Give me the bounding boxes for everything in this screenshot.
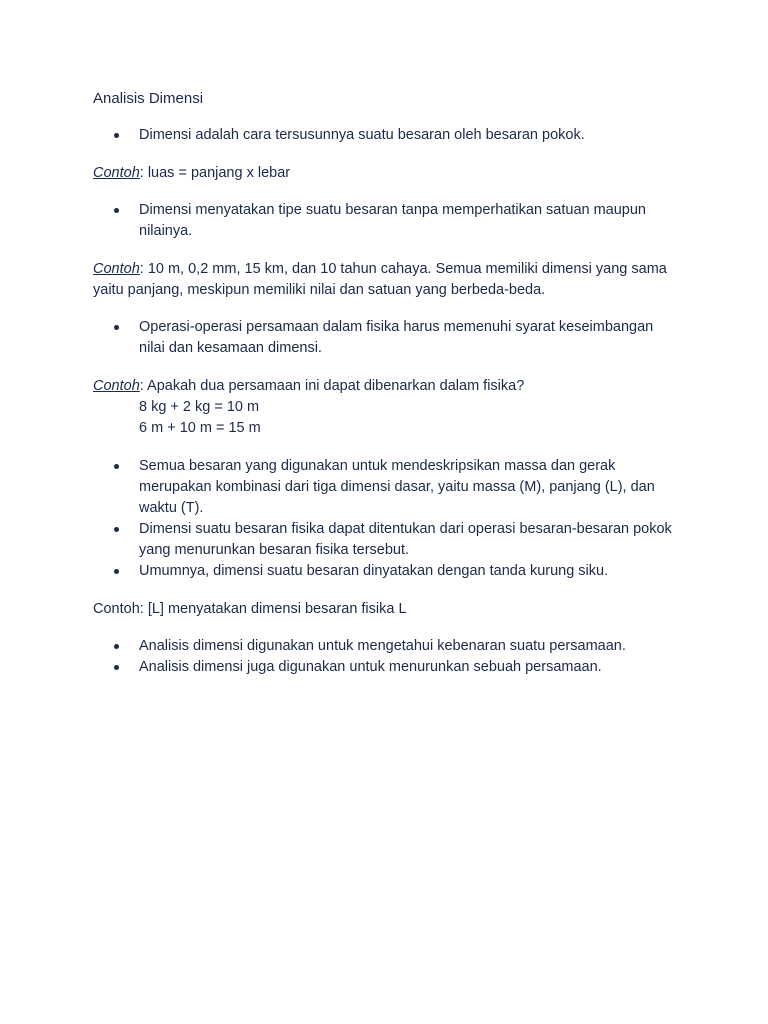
bullet-icon: [114, 644, 119, 649]
example-paragraph-3: [93, 376, 683, 397]
document-title: Analisis Dimensi: [93, 90, 204, 107]
bullet-list-3: [93, 317, 683, 359]
example-label: Contoh: [93, 378, 140, 394]
example-text: : Apakah dua persamaan ini dapat dibenarkan dalam fisika?: [139, 378, 525, 394]
list-item-text: Semua besaran yang digunakan untuk mendeskripsikan massa dan gerak merupakan kombinasi dari tiga dimensi dasar, yaitu massa (M), panjang (L), dan waktu (T).: [139, 458, 655, 516]
equation-line: 6 m + 10 m = 15 m: [139, 420, 261, 436]
bullet-list-4: [93, 456, 683, 582]
equation-line: 8 kg + 2 kg = 10 m: [139, 399, 260, 415]
document-page: [93, 88, 683, 695]
example-label: Contoh: [93, 165, 140, 181]
list-item: [93, 317, 683, 359]
bullet-list-2: [93, 200, 683, 242]
list-item: [93, 456, 683, 519]
list-item: [93, 657, 683, 678]
bullet-icon: [114, 464, 119, 469]
bullet-icon: [114, 208, 119, 213]
list-item-text: Dimensi adalah cara tersusunnya suatu besaran oleh besaran pokok.: [139, 127, 585, 143]
example-text: : luas = panjang x lebar: [139, 165, 291, 181]
list-item-text: Dimensi suatu besaran fisika dapat ditentukan dari operasi besaran-besaran pokok yang menurunkan besaran fisika tersebut.: [139, 521, 672, 558]
example-paragraph-4: Contoh: [L] menyatakan dimensi besaran fisika L: [93, 601, 407, 617]
bullet-list-5: [93, 636, 683, 678]
list-item-text: Umumnya, dimensi suatu besaran dinyatakan dengan tanda kurung siku.: [139, 563, 609, 579]
list-item: [93, 636, 683, 657]
list-item: [93, 125, 683, 146]
bullet-icon: [114, 133, 119, 138]
bullet-icon: [114, 665, 119, 670]
list-item: [93, 561, 683, 582]
example-paragraph-2: [93, 259, 683, 301]
example-paragraph-1: [93, 163, 683, 184]
bullet-icon: [114, 569, 119, 574]
bullet-list-1: [93, 125, 683, 146]
list-item-text: Operasi-operasi persamaan dalam fisika harus memenuhi syarat keseimbangan nilai dan kesamaan dimensi.: [139, 319, 654, 356]
list-item-text: Analisis dimensi juga digunakan untuk menurunkan sebuah persamaan.: [139, 659, 602, 675]
list-item: [93, 519, 683, 561]
bullet-icon: [114, 527, 119, 532]
example-text: : 10 m, 0,2 mm, 15 km, dan 10 tahun cahaya. Semua memiliki dimensi yang sama yaitu panjang, meskipun memiliki nilai dan satuan yang berbeda-beda.: [93, 261, 667, 298]
bullet-icon: [114, 325, 119, 330]
example-label: Contoh: [93, 261, 140, 277]
list-item-text: Dimensi menyatakan tipe suatu besaran tanpa memperhatikan satuan maupun nilainya.: [139, 202, 646, 239]
list-item: [93, 200, 683, 242]
list-item-text: Analisis dimensi digunakan untuk mengetahui kebenaran suatu persamaan.: [139, 638, 626, 654]
